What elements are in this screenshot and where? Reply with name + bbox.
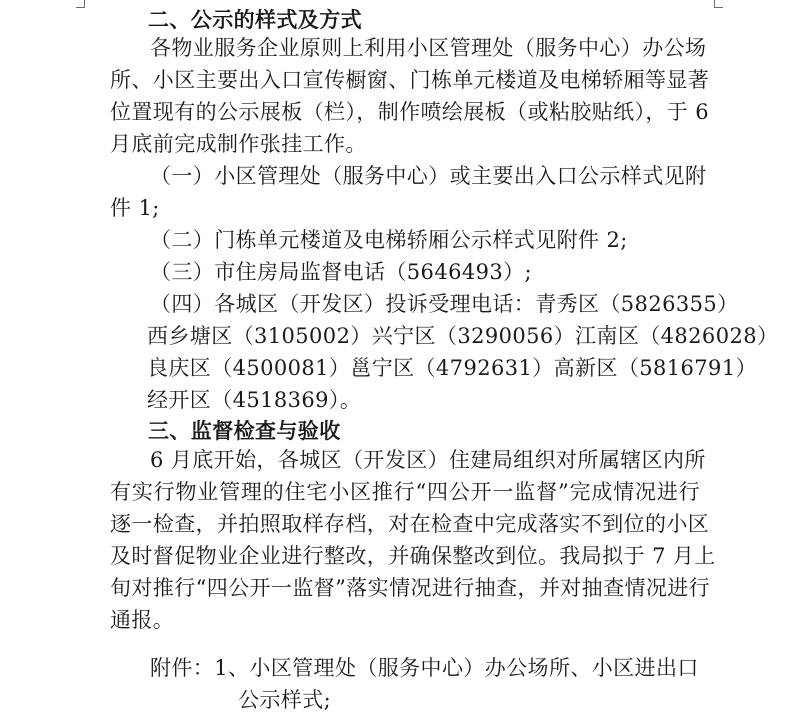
list-item-line: （二）门栋单元楼道及电梯轿厢公示样式见附件 2;: [150, 228, 628, 252]
attachment-line: 公示样式;: [238, 688, 332, 712]
paragraph-line: 6 月底开始，各城区（开发区）住建局组织对所属辖区内所: [150, 448, 706, 472]
paragraph-line: 所、小区主要出入口宣传橱窗、门栋单元楼道及电梯轿厢等显著: [110, 68, 710, 92]
paragraph-line: 及时督促物业企业进行整改，并确保整改到位。我局拟于 7 月上: [110, 544, 716, 568]
crop-mark-top-left-h: [76, 7, 85, 8]
list-item-line: 西乡塘区（3105002）兴宁区（3290056）江南区（4826028）: [147, 324, 779, 348]
section-heading-publicity-format: 二、公示的样式及方式: [148, 7, 362, 32]
paragraph-line: 旬对推行“四公开一监督”落实情况进行抽查，并对抽查情况进行: [110, 576, 711, 600]
section-heading-supervision: 三、监督检查与验收: [148, 418, 341, 443]
list-item-line: 件 1;: [110, 196, 160, 220]
list-item-line: （四）各城区（开发区）投诉受理电话：青秀区（5826355）: [150, 292, 739, 316]
list-item-line: 良庆区（4500081）邕宁区（4792631）高新区（5816791）: [147, 356, 757, 380]
list-item-line: 经开区（4518369）。: [147, 388, 362, 412]
paragraph-line: 逐一检查，并拍照取样存档，对在检查中完成落实不到位的小区: [110, 512, 710, 536]
paragraph-line: 月底前完成制作张挂工作。: [110, 132, 367, 156]
list-item-line: （一）小区管理处（服务中心）或主要出入口公示样式见附: [150, 164, 707, 188]
paragraph-line: 有实行物业管理的住宅小区推行“四公开一监督”完成情况进行: [110, 480, 700, 504]
attachment-line: 附件：1、小区管理处（服务中心）办公场所、小区进出口: [150, 656, 699, 680]
list-item-line: （三）市住房局监督电话（5646493）;: [150, 260, 532, 284]
paragraph-line: 各物业服务企业原则上利用小区管理处（服务中心）办公场: [150, 36, 707, 60]
paragraph-line: 通报。: [110, 608, 175, 632]
paragraph-line: 位置现有的公示展板（栏），制作喷绘展板（或粘胶贴纸），于 6: [110, 100, 710, 124]
